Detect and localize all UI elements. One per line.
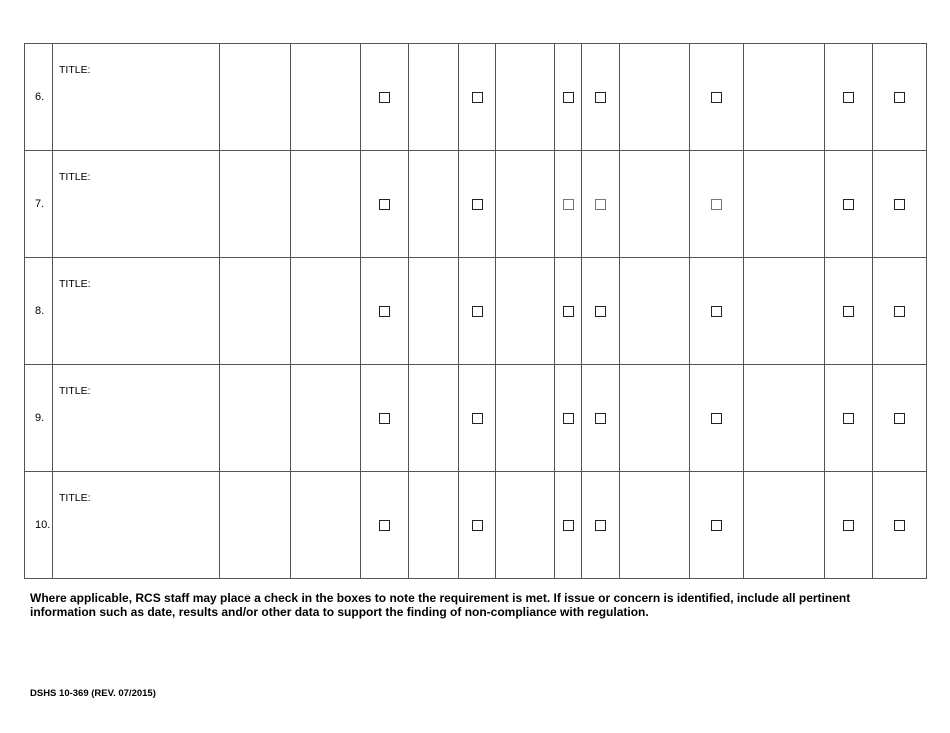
requirement-checkbox[interactable] xyxy=(595,520,606,531)
requirement-checkbox[interactable] xyxy=(711,199,722,210)
entry-cell[interactable] xyxy=(744,365,825,472)
title-cell[interactable] xyxy=(53,472,220,579)
entry-cell[interactable] xyxy=(220,258,291,365)
requirement-checkbox[interactable] xyxy=(843,520,854,531)
checkbox-cell xyxy=(690,151,744,258)
entry-cell[interactable] xyxy=(291,151,361,258)
table-row xyxy=(25,365,927,472)
title-cell[interactable] xyxy=(53,365,220,472)
requirement-checkbox[interactable] xyxy=(472,92,483,103)
checkbox-cell xyxy=(459,44,496,151)
requirement-checkbox[interactable] xyxy=(379,520,390,531)
entry-cell[interactable] xyxy=(496,258,555,365)
checkbox-cell xyxy=(873,151,927,258)
requirement-checkbox[interactable] xyxy=(472,520,483,531)
requirement-checkbox[interactable] xyxy=(563,199,574,210)
entry-cell[interactable] xyxy=(496,472,555,579)
staff-record-table xyxy=(24,43,927,579)
checkbox-cell xyxy=(825,365,873,472)
entry-cell[interactable] xyxy=(409,258,459,365)
requirement-checkbox[interactable] xyxy=(894,413,905,424)
checkbox-cell xyxy=(361,365,409,472)
requirement-checkbox[interactable] xyxy=(379,413,390,424)
row-number: 10. xyxy=(35,519,51,531)
requirement-checkbox[interactable] xyxy=(595,199,606,210)
row-number-cell xyxy=(25,44,53,151)
checkbox-cell xyxy=(555,258,582,365)
requirement-checkbox[interactable] xyxy=(563,92,574,103)
title-cell[interactable] xyxy=(53,44,220,151)
entry-cell[interactable] xyxy=(291,365,361,472)
requirement-checkbox[interactable] xyxy=(379,306,390,317)
checkbox-cell xyxy=(825,151,873,258)
checkbox-cell xyxy=(582,44,620,151)
checkbox-cell xyxy=(555,151,582,258)
checkbox-cell xyxy=(690,365,744,472)
checkbox-cell xyxy=(361,151,409,258)
title-cell[interactable] xyxy=(53,151,220,258)
checkbox-cell xyxy=(873,258,927,365)
row-number: 7. xyxy=(35,198,45,210)
requirement-checkbox[interactable] xyxy=(595,413,606,424)
entry-cell[interactable] xyxy=(496,365,555,472)
requirement-checkbox[interactable] xyxy=(379,92,390,103)
requirement-checkbox[interactable] xyxy=(711,520,722,531)
checkbox-cell xyxy=(582,151,620,258)
table-row xyxy=(25,151,927,258)
checkbox-cell xyxy=(582,365,620,472)
requirement-checkbox[interactable] xyxy=(711,306,722,317)
instruction-note: Where applicable, RCS staff may place a check in the boxes to note the requirement is met. If issue or concern is identified, include all pertinent information such as date, results and/or other data to support the finding of non-compliance with regulation. xyxy=(30,591,851,619)
checkbox-cell xyxy=(459,472,496,579)
checkbox-cell xyxy=(361,472,409,579)
entry-cell[interactable] xyxy=(220,365,291,472)
entry-cell[interactable] xyxy=(744,258,825,365)
checkbox-cell xyxy=(459,258,496,365)
checkbox-cell xyxy=(873,44,927,151)
entry-cell[interactable] xyxy=(744,151,825,258)
row-number-cell xyxy=(25,472,53,579)
checkbox-cell xyxy=(361,44,409,151)
entry-cell[interactable] xyxy=(409,151,459,258)
requirement-checkbox[interactable] xyxy=(563,413,574,424)
entry-cell[interactable] xyxy=(220,472,291,579)
entry-cell[interactable] xyxy=(744,472,825,579)
entry-cell[interactable] xyxy=(620,151,690,258)
checkbox-cell xyxy=(459,151,496,258)
entry-cell[interactable] xyxy=(620,44,690,151)
row-number-cell xyxy=(25,258,53,365)
entry-cell[interactable] xyxy=(291,44,361,151)
row-number: 8. xyxy=(35,305,45,317)
entry-cell[interactable] xyxy=(620,365,690,472)
requirement-checkbox[interactable] xyxy=(563,306,574,317)
table-row xyxy=(25,44,927,151)
entry-cell[interactable] xyxy=(409,44,459,151)
checkbox-cell xyxy=(825,44,873,151)
checkbox-cell xyxy=(690,472,744,579)
checkbox-cell xyxy=(873,365,927,472)
entry-cell[interactable] xyxy=(496,151,555,258)
row-number-cell xyxy=(25,365,53,472)
entry-cell[interactable] xyxy=(496,44,555,151)
checkbox-cell xyxy=(582,258,620,365)
checkbox-cell xyxy=(825,258,873,365)
requirement-checkbox[interactable] xyxy=(894,199,905,210)
checkbox-cell xyxy=(555,472,582,579)
requirement-checkbox[interactable] xyxy=(894,306,905,317)
requirement-checkbox[interactable] xyxy=(894,92,905,103)
entry-cell[interactable] xyxy=(291,258,361,365)
title-label: TITLE: xyxy=(59,171,91,183)
form-number: DSHS 10-369 (REV. 07/2015) xyxy=(30,688,156,699)
checkbox-cell xyxy=(555,44,582,151)
requirement-checkbox[interactable] xyxy=(843,413,854,424)
checkbox-cell xyxy=(555,365,582,472)
checkbox-cell xyxy=(459,365,496,472)
table-row xyxy=(25,472,927,579)
entry-cell[interactable] xyxy=(409,472,459,579)
requirement-checkbox[interactable] xyxy=(595,306,606,317)
row-number: 6. xyxy=(35,91,45,103)
entry-cell[interactable] xyxy=(620,258,690,365)
row-number-cell xyxy=(25,151,53,258)
entry-cell[interactable] xyxy=(291,472,361,579)
requirement-checkbox[interactable] xyxy=(843,199,854,210)
requirement-checkbox[interactable] xyxy=(472,413,483,424)
table-row xyxy=(25,258,927,365)
row-number: 9. xyxy=(35,412,45,424)
requirement-checkbox[interactable] xyxy=(563,520,574,531)
requirement-checkbox[interactable] xyxy=(379,199,390,210)
checkbox-cell xyxy=(361,258,409,365)
checkbox-cell xyxy=(873,472,927,579)
entry-cell[interactable] xyxy=(220,151,291,258)
requirement-checkbox[interactable] xyxy=(843,306,854,317)
entry-cell[interactable] xyxy=(409,365,459,472)
requirement-checkbox[interactable] xyxy=(472,306,483,317)
title-label: TITLE: xyxy=(59,278,91,290)
title-label: TITLE: xyxy=(59,385,91,397)
entry-cell[interactable] xyxy=(620,472,690,579)
requirement-checkbox[interactable] xyxy=(711,92,722,103)
requirement-checkbox[interactable] xyxy=(595,92,606,103)
entry-cell[interactable] xyxy=(220,44,291,151)
entry-cell[interactable] xyxy=(744,44,825,151)
requirement-checkbox[interactable] xyxy=(711,413,722,424)
title-label: TITLE: xyxy=(59,64,91,76)
requirement-checkbox[interactable] xyxy=(843,92,854,103)
checkbox-cell xyxy=(825,472,873,579)
checkbox-cell xyxy=(690,258,744,365)
title-cell[interactable] xyxy=(53,258,220,365)
title-label: TITLE: xyxy=(59,492,91,504)
checkbox-cell xyxy=(690,44,744,151)
checkbox-cell xyxy=(582,472,620,579)
requirement-checkbox[interactable] xyxy=(894,520,905,531)
requirement-checkbox[interactable] xyxy=(472,199,483,210)
